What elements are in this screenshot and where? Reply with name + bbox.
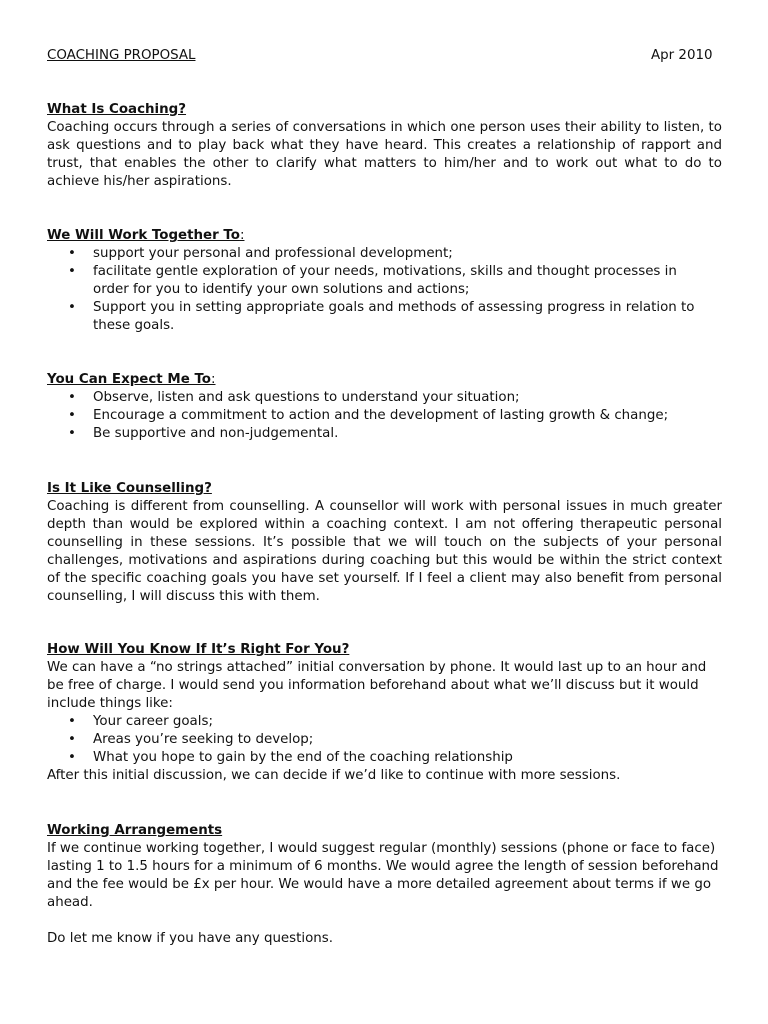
section-work-together	[47, 227, 722, 335]
section-intro: We can have a “no strings attached” initial conversation by phone. It would last up to an hour and be free of charge. I would send you information beforehand about what we’ll discuss but it would include things like:	[47, 660, 707, 711]
section-what-is-coaching	[47, 101, 722, 191]
section-outro: After this initial discussion, we can decide if we’d like to continue with more sessions.	[47, 768, 621, 783]
bullet-icon: •	[68, 750, 76, 765]
section-heading: You Can Expect Me To:	[47, 372, 216, 387]
bullet-icon: •	[68, 264, 76, 279]
section-right-for-you	[47, 641, 722, 785]
section-working-arrangements	[47, 822, 722, 948]
list-item: • support your personal and professional development;	[68, 246, 453, 261]
section-body: If we continue working together, I would suggest regular (monthly) sessions (phone or face to face) lasting 1 to 1.5 hours for a minimum of 6 months. We would agree the length of session beforehand and the fee would be £x per hour. We would have a more detailed agreement about terms if we go ahead.	[47, 841, 719, 910]
list-item: • Areas you’re seeking to develop;	[68, 732, 314, 747]
bullet-icon: •	[68, 246, 76, 261]
bullet-list	[47, 713, 722, 767]
list-item: • Be supportive and non-judgemental.	[68, 426, 339, 441]
section-heading: What Is Coaching?	[47, 102, 187, 117]
bullet-icon: •	[68, 732, 76, 747]
section-heading: Is It Like Counselling?	[47, 481, 212, 496]
section-body: Coaching is different from counselling. A counsellor will work with personal issues in much greater depth than would be explored within a coaching context. I am not offering therapeutic personal counselling in these sessions. It’s possible that we will touch on the subjects of your personal challenges, motivations and aspirations during coaching but this would be within the strict context of the specific coaching goals you have set yourself. If I feel a client may also benefit from personal counselling, I will discuss this with them.	[47, 499, 722, 604]
bullet-icon: •	[68, 408, 76, 423]
list-item: • Encourage a commitment to action and the development of lasting growth & change;	[68, 408, 669, 423]
bullet-icon: •	[68, 714, 76, 729]
list-item: • Support you in setting appropriate goals and methods of assessing progress in relation to these goals.	[68, 300, 695, 333]
bullet-icon: •	[68, 300, 76, 315]
closing-line: Do let me know if you have any questions.	[47, 931, 334, 946]
section-expect	[47, 371, 722, 443]
section-heading: Working Arrangements	[47, 823, 223, 838]
bullet-list	[47, 245, 722, 335]
list-item: • facilitate gentle exploration of your needs, motivations, skills and thought processes in order for you to identify your own solutions and actions;	[68, 264, 677, 297]
document-date: Apr 2010	[651, 48, 713, 63]
list-item: • Your career goals;	[68, 714, 213, 729]
section-heading: How Will You Know If It’s Right For You?	[47, 642, 350, 657]
list-item: • Observe, listen and ask questions to understand your situation;	[68, 390, 520, 405]
list-item: • What you hope to gain by the end of the coaching relationship	[68, 750, 513, 765]
section-counselling	[47, 480, 722, 606]
section-body: Coaching occurs through a series of conversations in which one person uses their ability to listen, to ask questions and to play back what they have heard. This creates a relationship of rapport and trust, that enables the other to clarify what matters to him/her and to work out what to do to achieve his/her aspirations.	[47, 120, 722, 189]
document-title: COACHING PROPOSAL	[47, 48, 196, 63]
section-heading: We Will Work Together To:	[47, 228, 245, 243]
bullet-icon: •	[68, 390, 76, 405]
bullet-icon: •	[68, 426, 76, 441]
bullet-list	[47, 389, 722, 443]
